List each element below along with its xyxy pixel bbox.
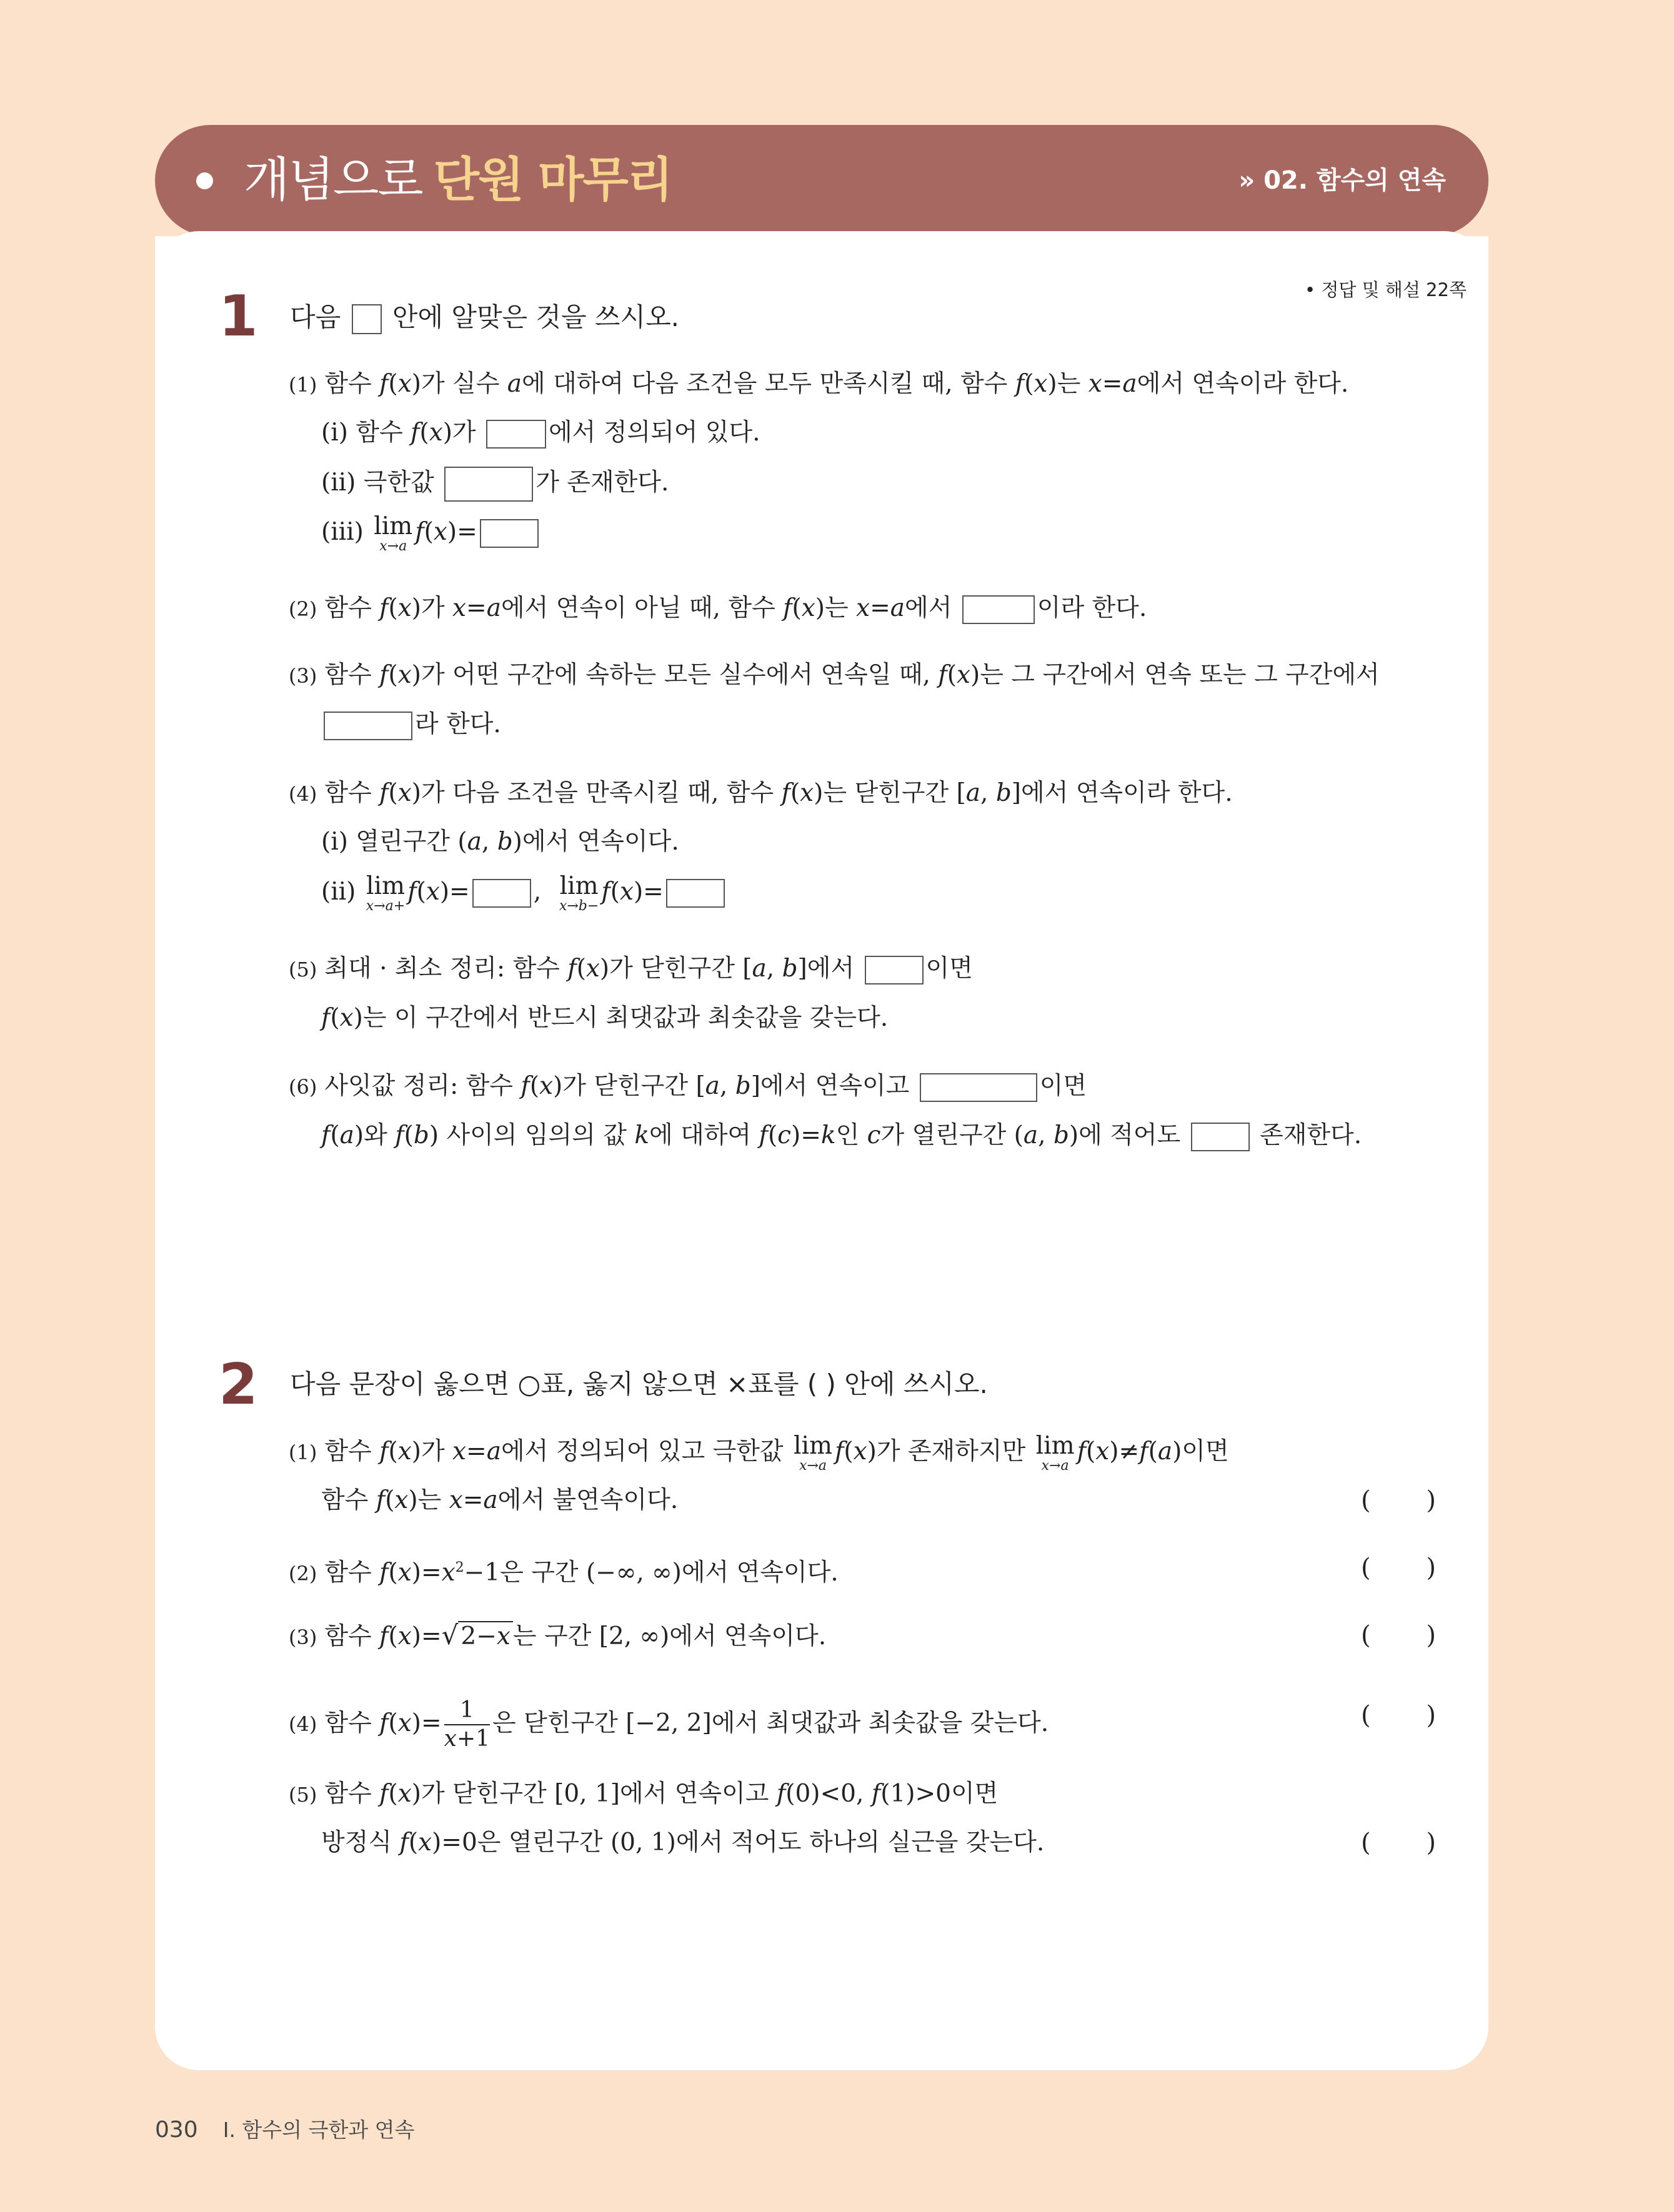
answer-paren[interactable]: ( ) bbox=[1361, 1621, 1436, 1650]
q2-item-1-cont: 함수 f(x)는 x=a에서 불연속이다. bbox=[321, 1486, 679, 1514]
q1-item-1-i: (ⅰ) 함수 f(x)가 에서 정의되어 있다. bbox=[321, 414, 760, 452]
answer-blank[interactable] bbox=[486, 420, 546, 449]
answer-paren[interactable]: ( ) bbox=[1361, 1486, 1436, 1515]
q1-item-1: (1) 함수 f(x)가 실수 a에 대하여 다음 조건을 모두 만족시킬 때, 함수 f(x)는 x=a에서 연속이라 한다. bbox=[289, 370, 1349, 398]
answer-blank[interactable] bbox=[324, 712, 412, 740]
q1-item-6-cont: f(a)와 f(b) 사이의 임의의 값 k에 대하여 f(c)=k인 c가 열린구간 (a, b)에 적어도 존재한다. bbox=[321, 1117, 1362, 1154]
answer-blank[interactable] bbox=[1191, 1123, 1250, 1151]
answer-blank[interactable] bbox=[472, 879, 531, 908]
q1-item-3-cont: 라 한다. bbox=[321, 706, 501, 743]
q1-item-4-i: (ⅰ) 열린구간 (a, b)에서 연속이다. bbox=[321, 828, 679, 856]
answer-paren[interactable]: ( ) bbox=[1361, 1701, 1436, 1730]
blank-box-sample bbox=[352, 304, 382, 334]
answer-reference: • 정답 및 해설 22쪽 bbox=[1305, 279, 1467, 300]
question-2-number: 2 bbox=[219, 1352, 258, 1417]
q1-item-5: (5) 최대 · 최소 정리: 함수 f(x)가 닫힌구간 [a, b]에서 이면 bbox=[289, 950, 973, 988]
q2-item-5: (5) 함수 f(x)가 닫힌구간 [0, 1]에서 연속이고 f(0)<0, f(1)>0이면 bbox=[289, 1780, 999, 1808]
page-footer bbox=[155, 2114, 414, 2143]
bullet-dot-icon bbox=[196, 172, 213, 189]
header-title-emphasis: 단원 마무리 bbox=[433, 152, 672, 207]
question-2-instruction: 다음 문장이 옳으면 ○표, 옳지 않으면 ×표를 ( ) 안에 쓰시오. bbox=[290, 1369, 988, 1399]
q1-item-1-iii: (ⅲ) lim x→a f(x)= bbox=[321, 513, 541, 553]
q1-item-1-ii: (ⅱ) 극한값 가 존재한다. bbox=[321, 464, 669, 502]
page-number: 030 bbox=[155, 2117, 198, 2143]
question-1-instruction bbox=[290, 299, 679, 336]
q1-instruction-post: 안에 알맞은 것을 쓰시오. bbox=[392, 302, 679, 332]
header-title bbox=[244, 149, 672, 211]
header-title-plain: 개념으로 bbox=[244, 152, 422, 207]
answer-paren[interactable]: ( ) bbox=[1361, 1554, 1436, 1582]
answer-blank[interactable] bbox=[444, 467, 533, 502]
q2-item-2: (2) 함수 $f(x)=x^2-1$은 구간 (−∞, ∞)에서 연속이다. bbox=[289, 1559, 839, 1587]
answer-blank[interactable] bbox=[480, 519, 539, 548]
unit-review-header bbox=[155, 125, 1488, 236]
q2-item-1: (1) 함수 f(x)가 x=a에서 정의되어 있고 극한값 lim x→a f(x)가 존재하지만 lim x→a f(x)≠f(a)이면 bbox=[289, 1431, 1229, 1474]
q1-item-2: (2) 함수 f(x)가 x=a에서 연속이 아닐 때, 함수 f(x)는 x=a에서 이라 한다. bbox=[289, 590, 1147, 628]
section-label: » 02. 함수의 연속 bbox=[1238, 166, 1446, 195]
q1-item-5-cont: f(x)는 이 구간에서 반드시 최댓값과 최솟값을 갖는다. bbox=[321, 1004, 889, 1032]
q1-item-4-ii: (ⅱ) lim x→a+ f(x)= , lim x→b− f(x)= bbox=[321, 873, 727, 913]
chapter-title: Ⅰ. 함수의 극한과 연속 bbox=[222, 2118, 415, 2142]
q2-item-3: (3) 함수 f(x)=√ 2−x 는 구간 [2, ∞)에서 연속이다. bbox=[289, 1620, 827, 1650]
q1-instruction-pre: 다음 bbox=[290, 302, 341, 332]
answer-paren[interactable]: ( ) bbox=[1361, 1828, 1436, 1857]
answer-blank[interactable] bbox=[865, 956, 924, 984]
q2-item-4: (4) 함수 f(x)= $\frac{1}{x+1}$ 은 닫힌구간 [−2, 2]에서 최댓값과 최솟값을 갖는다. bbox=[289, 1697, 1049, 1752]
q2-item-5-cont: 방정식 f(x)=0은 열린구간 (0, 1)에서 적어도 하나의 실근을 갖는다. bbox=[321, 1828, 1045, 1857]
q1-item-4: (4) 함수 f(x)가 다음 조건을 만족시킬 때, 함수 f(x)는 닫힌구간 [a, b]에서 연속이라 한다. bbox=[289, 779, 1233, 807]
answer-blank[interactable] bbox=[920, 1073, 1037, 1102]
answer-blank[interactable] bbox=[666, 879, 725, 908]
answer-blank[interactable] bbox=[962, 595, 1035, 624]
q1-item-3: (3) 함수 f(x)가 어떤 구간에 속하는 모든 실수에서 연속일 때, f(x)는 그 구간에서 연속 또는 그 구간에서 bbox=[289, 661, 1380, 689]
question-1-number: 1 bbox=[219, 284, 258, 349]
q1-item-6: (6) 사잇값 정리: 함수 f(x)가 닫힌구간 [a, b]에서 연속이고 이면 bbox=[289, 1068, 1087, 1106]
